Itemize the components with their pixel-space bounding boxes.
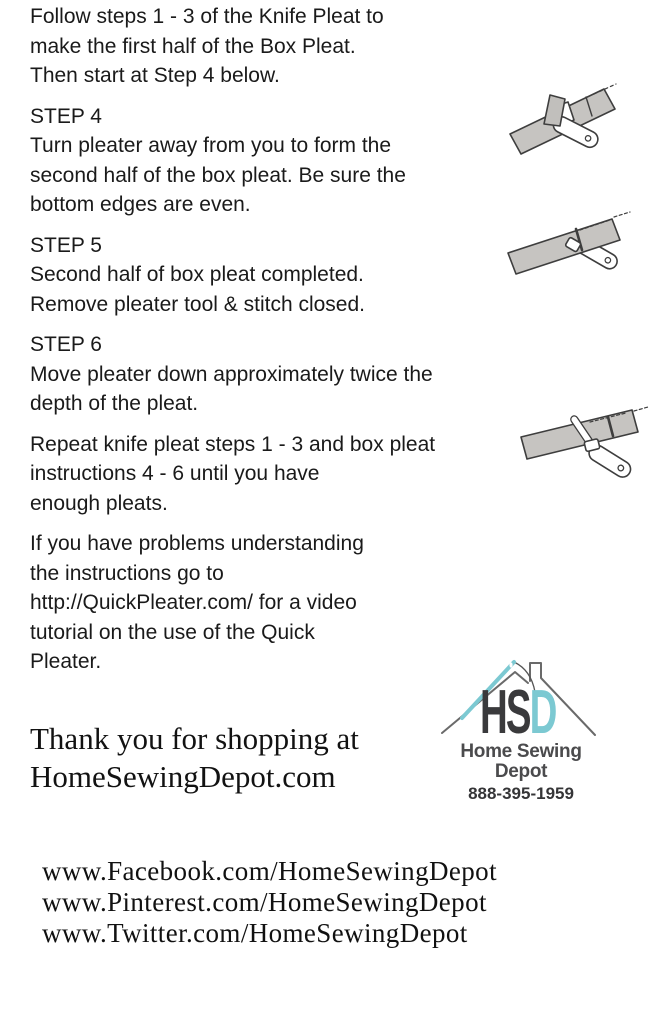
pleater-step4-illustration — [508, 80, 620, 156]
instructions-column — [30, 2, 475, 688]
pleater-step6-illustration — [518, 398, 650, 490]
step-5-heading: STEP 5 — [30, 233, 102, 257]
facebook-url: www.Facebook.com/HomeSewingDepot — [42, 856, 497, 886]
hsd-monogram: HSD — [480, 676, 556, 736]
thank-you-message — [30, 720, 359, 796]
text-line: Move pleater down approximately twice the — [30, 362, 433, 386]
pinterest-url: www.Pinterest.com/HomeSewingDepot — [42, 887, 487, 917]
step-4-section — [30, 102, 475, 220]
phone-number: 888-395-1959 — [468, 784, 574, 803]
home-sewing-depot-logo — [437, 650, 605, 803]
text-line: If you have problems understanding — [30, 532, 364, 555]
intro-paragraph — [30, 2, 475, 91]
store-domain: HomeSewingDepot.com — [30, 759, 336, 794]
text-line: Then start at Step 4 below. — [30, 64, 280, 87]
step-4-heading: STEP 4 — [30, 104, 102, 128]
text-line: tutorial on the use of the Quick — [30, 620, 315, 644]
text-line: Second half of box pleat completed. — [30, 263, 364, 286]
social-links — [42, 856, 497, 949]
text-line: enough pleats. — [30, 491, 168, 515]
text-line: make the first half of the Box Pleat. — [30, 34, 356, 58]
needle-eye — [509, 662, 512, 667]
text-line: Pleater. — [30, 650, 102, 673]
help-paragraph — [30, 529, 475, 677]
text-line: depth of the pleat. — [30, 392, 199, 415]
thank-you-line: Thank you for shopping at — [30, 721, 359, 756]
text-line: instructions 4 - 6 until you have — [30, 462, 320, 485]
text-line: Repeat knife pleat steps 1 - 3 and box pleat — [30, 432, 436, 456]
quickpleater-url-line: http://QuickPleater.com/ for a video — [30, 591, 357, 614]
text-line: Follow steps 1 - 3 of the Knife Pleat to — [30, 5, 384, 28]
text-line: second half of the box pleat. Be sure the — [30, 163, 406, 187]
text-line: Remove pleater tool & stitch closed. — [30, 292, 365, 316]
hsd-logo-graphic — [437, 650, 605, 736]
pleater-step5-illustration — [506, 203, 632, 283]
text-line: the instructions go to — [30, 561, 224, 585]
company-name: Home Sewing Depot — [460, 741, 582, 782]
text-line: Turn pleater away from you to form the — [30, 134, 392, 157]
repeat-paragraph — [30, 430, 475, 519]
step-5-section — [30, 231, 475, 320]
twitter-url: www.Twitter.com/HomeSewingDepot — [42, 918, 468, 948]
step-6-section — [30, 330, 475, 419]
text-line: bottom edges are even. — [30, 193, 251, 216]
step-6-heading: STEP 6 — [30, 333, 102, 356]
